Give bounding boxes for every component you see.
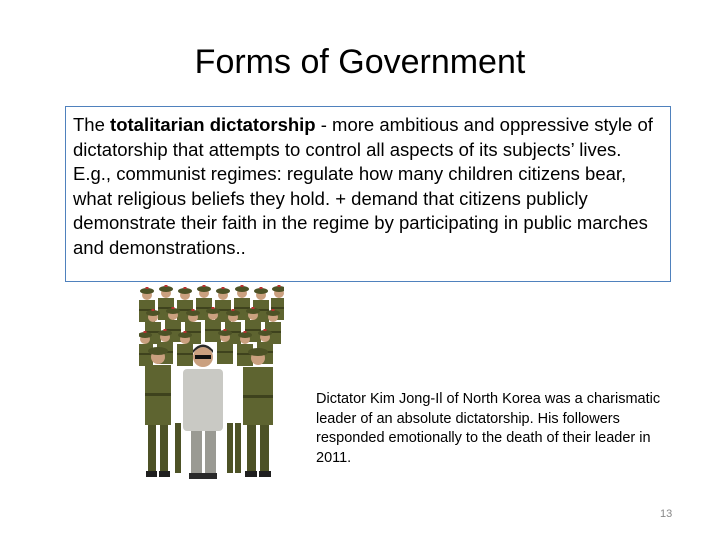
slide-title: Forms of Government [194, 43, 526, 81]
page-number: 13 [660, 508, 673, 520]
definition-term: totalitarian dictatorship [110, 114, 316, 135]
definition-textbox [65, 106, 671, 282]
definition-intro: The [73, 114, 111, 135]
definition-paragraph [73, 113, 663, 162]
group-photo [139, 283, 284, 489]
photo-caption: Dictator Kim Jong-Il of North Korea was a charismatic leader of an absolute dictatorship. His followers responded emotionally to the death of their leader in 2011. [316, 391, 661, 466]
example-paragraph: E.g., communist regimes: regulate how many children citizens bear, what religious beliefs they hold. + demand that citizens publicly demonstrate their faith in the regime by participating in public marches and demonstrations.. [73, 163, 648, 258]
group-photo-illustration [139, 283, 284, 489]
definition-text: - more ambitious and oppressive style of dictatorship that attempts to control all aspects of its subjects’ lives. [73, 114, 653, 160]
